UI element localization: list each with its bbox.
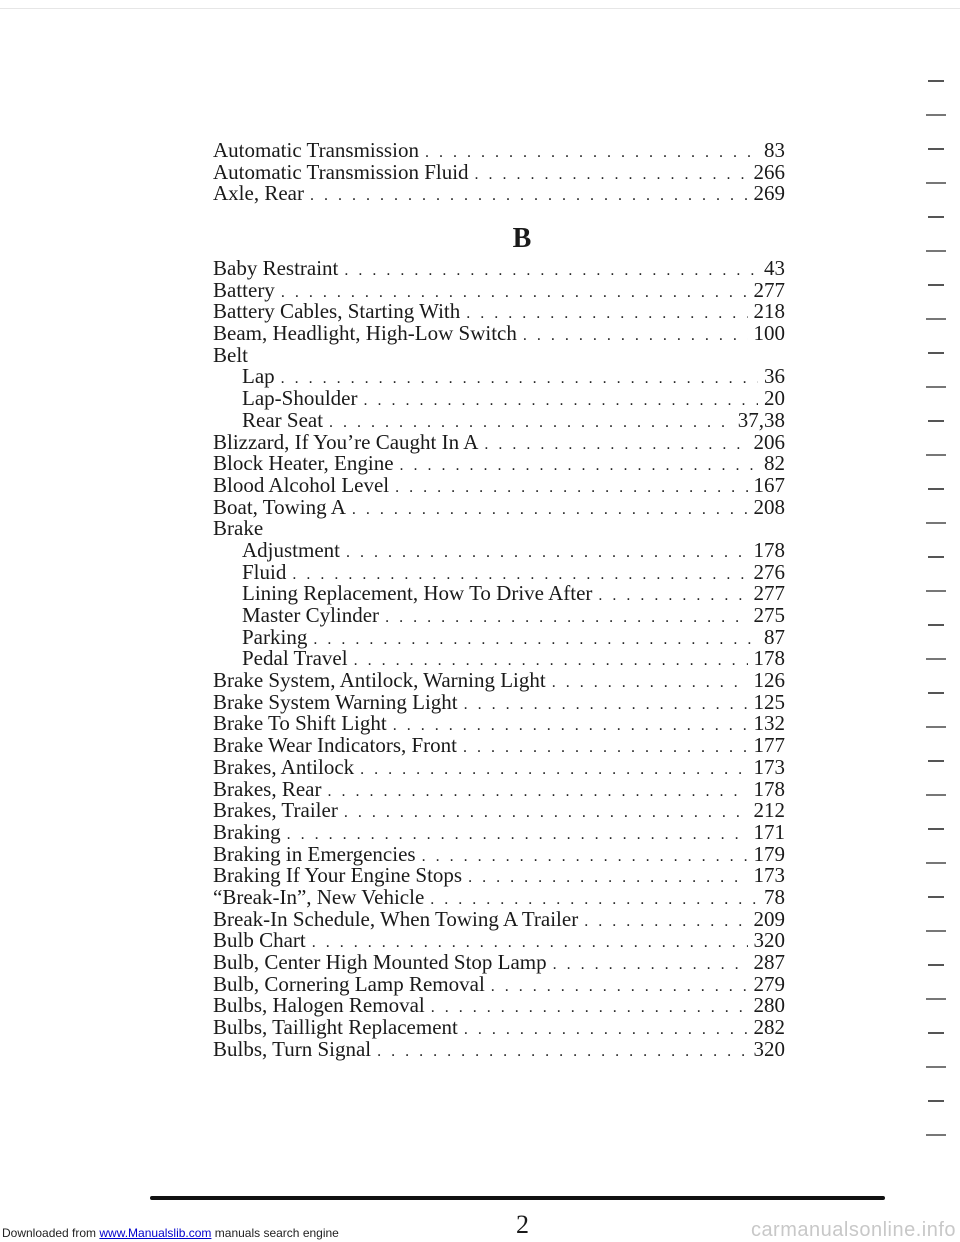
entry-page-number: 269	[753, 181, 785, 206]
tab-bottom-line	[926, 250, 946, 252]
index-entry-beam-headlight-high-low-switch	[213, 323, 785, 345]
edge-tab-mark	[922, 964, 950, 1014]
entry-title: Bulb, Center High Mounted Stop Lamp	[213, 950, 547, 974]
tab-top-line	[928, 760, 944, 762]
entry-page-number: 173	[753, 754, 785, 779]
entry-title: Brake	[213, 516, 264, 541]
entry-page-number: 277	[753, 277, 785, 302]
entry-page-number: 87	[764, 624, 785, 649]
tab-bottom-line	[926, 454, 946, 456]
entry-title: Brakes, Trailer	[213, 798, 338, 823]
entry-title: Baby Restraint	[213, 256, 339, 280]
section-letter-b: B	[512, 223, 532, 254]
tab-bottom-line	[926, 386, 946, 388]
tab-bottom-line	[926, 522, 946, 524]
tab-bottom-line	[926, 930, 946, 932]
index-entry-bulb-cornering-lamp-removal	[213, 971, 785, 996]
index-entry-bulbs-turn-signal	[213, 1036, 785, 1061]
index-entry-braking-in-emergencies	[213, 841, 785, 866]
dot-leader	[395, 477, 747, 499]
dot-leader	[553, 954, 748, 976]
dot-leader	[344, 802, 748, 824]
index-entry-brake-system-warning-light	[213, 689, 785, 714]
index-entry-automatic-transmission	[213, 140, 785, 162]
index-entry-bulbs-halogen-removal	[213, 995, 785, 1017]
index-entry-master-cylinder	[213, 605, 785, 627]
download-notice	[2, 1226, 339, 1240]
dot-leader	[523, 325, 748, 347]
entry-title: Brake To Shift Light	[213, 711, 387, 736]
index-entry-belt	[213, 342, 785, 367]
edge-tab-mark	[922, 284, 950, 334]
entry-title: Battery Cables, Starting With	[213, 299, 461, 324]
edge-tab-mark	[922, 488, 950, 538]
top-edge-line	[0, 8, 960, 9]
index-entry-battery-cables-starting-with	[213, 301, 785, 323]
entry-page-number: 276	[753, 559, 785, 584]
tab-top-line	[928, 964, 944, 966]
index-entry-lining-replacement-how-to-drive-after	[213, 583, 785, 605]
index-entry-block-heater-engine	[213, 453, 785, 475]
index-entry-axle-rear	[213, 183, 785, 205]
tab-top-line	[928, 828, 944, 830]
edge-tab-mark	[922, 420, 950, 470]
tab-bottom-line	[926, 1134, 946, 1136]
entry-title: Braking	[213, 819, 281, 844]
tab-bottom-line	[926, 182, 946, 184]
entry-page-number: 20	[764, 386, 785, 411]
index-entry-braking	[213, 819, 785, 844]
edge-tab-mark	[922, 80, 950, 130]
edge-tab-mark	[922, 352, 950, 402]
dot-leader	[425, 142, 758, 164]
entry-page-number: 78	[764, 884, 785, 909]
dot-leader	[484, 434, 747, 456]
entry-page-number: 206	[753, 429, 785, 454]
entry-page-number: 208	[753, 494, 785, 519]
tab-top-line	[928, 488, 944, 490]
entry-title: Beam, Headlight, High-Low Switch	[213, 321, 517, 346]
entry-page-number: 218	[753, 299, 785, 324]
tab-bottom-line	[926, 794, 946, 796]
dot-leader	[463, 737, 747, 759]
edge-tab-mark	[922, 556, 950, 606]
entry-page-number: 100	[753, 321, 785, 346]
tab-top-line	[928, 284, 944, 286]
entry-page-number: 36	[764, 364, 785, 389]
site-watermark: carmanualsonline.info	[750, 1219, 956, 1241]
entry-title: Brakes, Rear	[213, 776, 322, 801]
entry-page-number: 266	[753, 159, 785, 184]
entry-page-number: 173	[753, 863, 785, 888]
tab-bottom-line	[926, 726, 946, 728]
entry-page-number: 179	[753, 841, 785, 866]
index-section-b	[213, 258, 785, 1060]
download-suffix: manuals search engine	[211, 1226, 339, 1240]
entry-title: Braking If Your Engine Stops	[213, 863, 463, 888]
tab-top-line	[928, 1100, 944, 1102]
entry-page-number: 280	[753, 993, 785, 1018]
index-entry-break-in-schedule-when-towing-a-trailer	[213, 906, 785, 931]
entry-title: Automatic Transmission	[213, 138, 419, 162]
entry-title: Belt	[213, 342, 248, 367]
dot-leader	[475, 164, 748, 186]
dot-leader	[584, 911, 747, 933]
entry-page-number: 167	[753, 472, 785, 497]
entry-title: Bulb, Cornering Lamp Removal	[213, 971, 485, 996]
entry-page-number: 277	[753, 581, 785, 606]
dot-leader	[363, 390, 758, 412]
index-entry-brake-system-antilock-warning-light	[213, 670, 785, 692]
dot-leader	[491, 976, 748, 998]
tab-top-line	[928, 80, 944, 82]
index-entry-bulb-center-high-mounted-stop-lamp	[213, 952, 785, 974]
entry-title: Bulbs, Taillight Replacement	[213, 1015, 458, 1040]
dot-leader	[385, 607, 747, 629]
tab-bottom-line	[926, 114, 946, 116]
entry-page-number: 82	[764, 451, 785, 476]
entry-page-number: 320	[753, 928, 785, 953]
edge-tab-mark	[922, 760, 950, 810]
dot-leader	[400, 455, 758, 477]
index-entry-pedal-travel	[213, 648, 785, 670]
tab-bottom-line	[926, 998, 946, 1000]
dot-leader	[464, 694, 748, 716]
entry-title: Fluid	[242, 559, 287, 584]
entry-title: Brakes, Antilock	[213, 754, 355, 779]
tab-bottom-line	[926, 1066, 946, 1068]
entry-page-number: 177	[753, 733, 785, 758]
entry-title: Rear Seat	[242, 407, 324, 432]
entry-page-number: 37,38	[737, 407, 785, 432]
tab-top-line	[928, 352, 944, 354]
entry-title: Axle, Rear	[213, 181, 304, 206]
tab-bottom-line	[926, 590, 946, 592]
edge-tab-mark	[922, 896, 950, 946]
entry-page-number: 212	[753, 798, 785, 823]
entry-page-number: 287	[753, 950, 785, 974]
dot-leader	[344, 260, 758, 282]
entry-title: Pedal Travel	[242, 646, 348, 671]
tab-top-line	[928, 1032, 944, 1034]
entry-title: Brake Wear Indicators, Front	[213, 733, 458, 758]
index-entry-baby-restraint	[213, 258, 785, 280]
entry-title: Master Cylinder	[242, 603, 380, 627]
dot-leader	[313, 629, 758, 651]
tab-top-line	[928, 624, 944, 626]
download-prefix: Downloaded from	[2, 1226, 100, 1240]
dot-leader	[464, 1019, 748, 1041]
index-entry-brakes-rear	[213, 776, 785, 801]
edge-tab-mark	[922, 624, 950, 674]
index-entry-brake-wear-indicators-front	[213, 735, 785, 757]
index-entry-blizzard-if-you-re-caught-in-a	[213, 429, 785, 454]
entry-page-number: 171	[753, 819, 785, 844]
entry-title: Automatic Transmission Fluid	[213, 159, 469, 184]
index-entry-lap	[213, 366, 785, 388]
tab-top-line	[928, 896, 944, 898]
index-entry-fluid	[213, 559, 785, 584]
index-entry-battery	[213, 277, 785, 302]
entry-title: Block Heater, Engine	[213, 451, 394, 476]
dot-leader	[346, 542, 748, 564]
entry-title: Parking	[242, 624, 308, 649]
dot-leader	[422, 846, 748, 868]
edge-tab-mark	[922, 1100, 950, 1150]
entry-title: Braking in Emergencies	[213, 841, 416, 866]
index-entry-rear-seat	[213, 407, 785, 432]
dot-leader	[310, 185, 748, 207]
dot-leader	[431, 997, 748, 1019]
edge-tab-mark	[922, 216, 950, 266]
index-entry-brakes-trailer	[213, 800, 785, 822]
manualslib-link[interactable]: www.Manualslib.com	[99, 1226, 212, 1240]
entry-title: Lap-Shoulder	[242, 386, 358, 411]
edge-tab-mark	[922, 692, 950, 742]
entry-page-number: 83	[764, 138, 785, 162]
entry-title: Lining Replacement, How To Drive After	[242, 581, 593, 606]
index-entry-bulbs-taillight-replacement	[213, 1017, 785, 1039]
index-entry-lap-shoulder	[213, 388, 785, 410]
entry-page-number: 209	[753, 906, 785, 931]
entry-page-number: 125	[753, 689, 785, 714]
entry-page-number: 178	[753, 537, 785, 562]
index-entry-bulb-chart	[213, 930, 785, 952]
entry-title: Break-In Schedule, When Towing A Trailer	[213, 906, 579, 931]
entry-page-number: 275	[753, 603, 785, 627]
entry-page-number: 178	[753, 646, 785, 671]
page-edge-tabs	[922, 80, 960, 1190]
entry-title: Brake System Warning Light	[213, 689, 458, 714]
index-entry-blood-alcohol-level	[213, 472, 785, 497]
index-entry-parking	[213, 624, 785, 649]
entry-page-number: 132	[753, 711, 785, 736]
dot-leader	[598, 585, 747, 607]
entry-title: Lap	[242, 364, 275, 389]
edge-tab-mark	[922, 828, 950, 878]
entry-title: Bulb Chart	[213, 928, 306, 953]
index-entry-braking-if-your-engine-stops	[213, 865, 785, 887]
edge-tab-mark	[922, 1032, 950, 1082]
tab-top-line	[928, 420, 944, 422]
tab-top-line	[928, 692, 944, 694]
index-entry-break-in-new-vehicle	[213, 884, 785, 909]
index-entry-boat-towing-a	[213, 494, 785, 519]
entry-page-number: 282	[753, 1015, 785, 1040]
dot-leader	[327, 781, 747, 803]
entry-title: Bulbs, Halogen Removal	[213, 993, 425, 1018]
index-entry-automatic-transmission-fluid	[213, 159, 785, 184]
entry-page-number: 126	[753, 668, 785, 693]
tab-bottom-line	[926, 318, 946, 320]
index-entry-brakes-antilock	[213, 754, 785, 779]
index-entry-adjustment	[213, 537, 785, 562]
dot-leader	[377, 1041, 747, 1063]
entry-page-number: 279	[753, 971, 785, 996]
tab-bottom-line	[926, 658, 946, 660]
dot-leader	[360, 759, 747, 781]
tab-top-line	[928, 148, 944, 150]
dot-leader	[552, 672, 748, 694]
entry-page-number: 320	[753, 1036, 785, 1061]
page-number: 2	[516, 1210, 529, 1239]
entry-title: Brake System, Antilock, Warning Light	[213, 668, 546, 693]
entry-title: Battery	[213, 277, 275, 302]
footer-rule	[150, 1196, 885, 1200]
index-entry-brake-to-shift-light	[213, 713, 785, 735]
tab-bottom-line	[926, 862, 946, 864]
entry-title: Adjustment	[242, 537, 340, 562]
entry-title: “Break-In”, New Vehicle	[213, 884, 425, 909]
index-section-a	[213, 140, 785, 205]
tab-top-line	[928, 216, 944, 218]
entry-title: Bulbs, Turn Signal	[213, 1036, 372, 1061]
edge-tab-mark	[922, 148, 950, 198]
entry-page-number: 43	[764, 256, 785, 280]
index-entry-brake	[213, 518, 785, 540]
dot-leader	[352, 499, 748, 521]
tab-top-line	[928, 556, 944, 558]
entry-title: Boat, Towing A	[213, 494, 346, 519]
dot-leader	[468, 867, 747, 889]
entry-title: Blood Alcohol Level	[213, 472, 390, 497]
entry-page-number: 178	[753, 776, 785, 801]
entry-title: Blizzard, If You’re Caught In A	[213, 429, 479, 454]
